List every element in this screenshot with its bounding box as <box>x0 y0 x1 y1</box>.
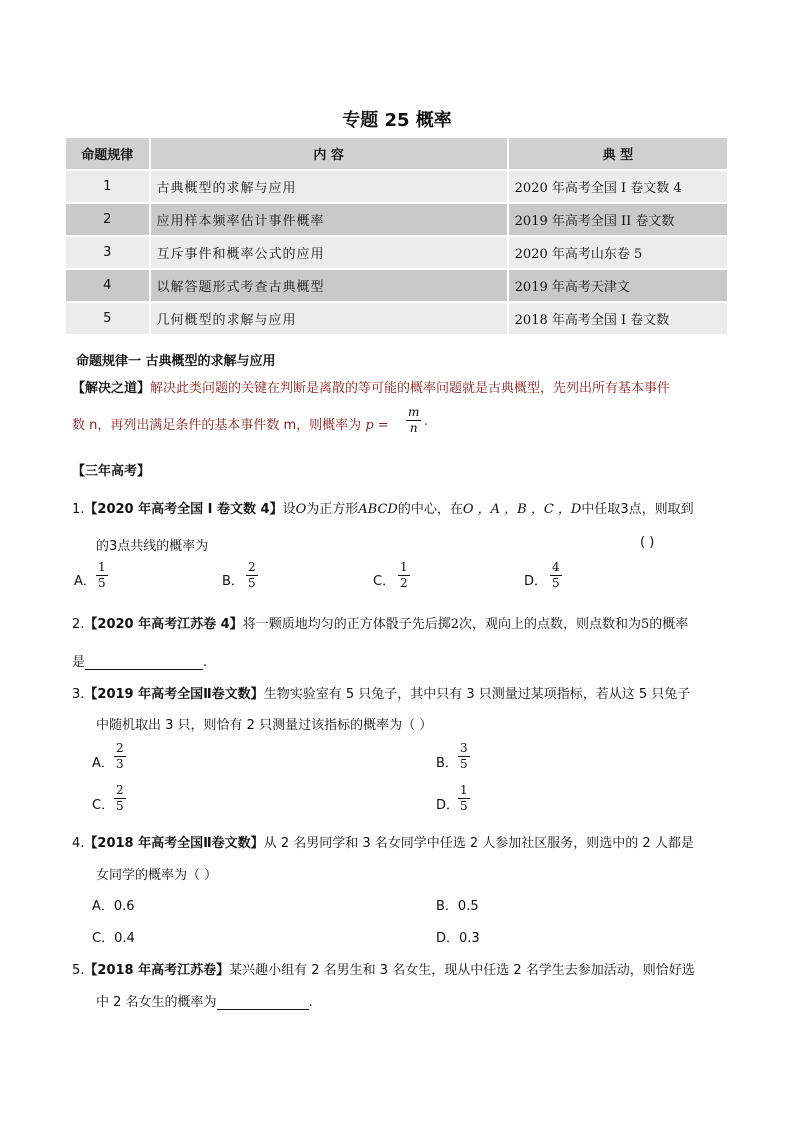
option-label: B． <box>222 574 244 589</box>
option-fraction <box>246 560 258 591</box>
math-var: O ，A ，B ，C ，D <box>462 502 582 517</box>
method-text: 解决此类问题的关键在判断是离散的等可能的概率问题就是古典概型，先列出所有基本事件 <box>150 381 671 396</box>
option-label: A． <box>92 899 114 914</box>
fraction-denominator: 2 <box>400 576 408 590</box>
formula-p: p <box>365 418 374 433</box>
rule-content: 以解答题形式考查古典概型 <box>150 269 508 302</box>
option-d <box>436 927 480 946</box>
fraction-numerator: 1 <box>400 560 408 574</box>
rules-table <box>64 136 729 336</box>
question-text: 的中心，在 <box>397 502 463 517</box>
fraction-numerator: m <box>408 405 420 419</box>
fraction-numerator: 4 <box>552 560 560 574</box>
question-text: 中 2 名女生的概率为 <box>96 995 217 1010</box>
fraction-denominator: 5 <box>248 576 256 590</box>
fraction-denominator: 5 <box>116 799 124 813</box>
fraction-denominator: 5 <box>98 576 106 590</box>
fraction-numerator: 2 <box>116 741 124 755</box>
option-label: C． <box>92 931 115 946</box>
option-label: B． <box>436 756 458 771</box>
rule-typical: 2018 年高考全国 I 卷文数 <box>508 302 728 335</box>
question-text: 设 <box>282 502 296 517</box>
option-fraction <box>398 560 410 591</box>
fraction-denominator: 5 <box>552 576 560 590</box>
table-row <box>65 203 728 236</box>
question-3-line-1 <box>72 683 690 702</box>
option-fraction <box>550 560 562 591</box>
question-1-line-1 <box>72 498 694 517</box>
section-heading: 命题规律一 古典概型的求解与应用 <box>76 354 276 369</box>
fraction-denominator: n <box>409 421 418 435</box>
option-label: A． <box>92 756 114 771</box>
question-source: 【2019 年高考全国Ⅱ卷文数】 <box>84 687 264 702</box>
option-c <box>92 927 135 946</box>
option-a <box>92 895 135 914</box>
question-4-line-1 <box>72 832 694 851</box>
question-text: . <box>308 995 313 1010</box>
question-text: 中任取3点，则取到 <box>581 502 694 517</box>
question-text: 为正方形 <box>306 502 359 517</box>
option-label: C． <box>373 574 396 589</box>
method-label: 【解决之道】 <box>72 381 151 396</box>
table-row <box>65 170 728 203</box>
table-header-row <box>65 137 728 170</box>
question-source: 【2020 年高考全国 I 卷文数 4】 <box>84 502 283 517</box>
fraction-numerator: 1 <box>460 783 468 797</box>
math-var: ABCD <box>358 502 398 517</box>
option-value: 0.5 <box>457 899 479 914</box>
rule-typical: 2019 年高考全国 II 卷文数 <box>508 203 728 236</box>
method-line-2 <box>72 414 389 433</box>
question-1-line-2: 的3点共线的概率为 <box>96 539 209 554</box>
fraction-numerator: 3 <box>460 741 468 755</box>
option-b <box>436 895 479 914</box>
option-label: D． <box>524 574 548 589</box>
formula-fraction <box>406 405 421 436</box>
answer-paren: ( ) <box>640 535 655 550</box>
rule-typical: 2020 年高考全国 I 卷文数 4 <box>508 170 728 203</box>
question-source: 【2018 年高考全国Ⅱ卷文数】 <box>84 836 264 851</box>
header-content: 内 容 <box>150 137 508 170</box>
question-3-line-2: 中随机取出 3 只，则恰有 2 只测量过该指标的概率为（ ） <box>96 718 433 733</box>
fraction-denominator: 5 <box>460 799 468 813</box>
question-5-line-2 <box>96 991 313 1010</box>
question-text: 将一颗质地均匀的正方体骰子先后掷 <box>242 617 451 632</box>
question-text: 次，观向上的点数，则点数和为 <box>458 617 641 632</box>
question-text: 某兴趣小组有 2 名男生和 3 名女生，现从中任选 2 名学生去参加活动，则恰好选 <box>229 963 695 978</box>
table-row <box>65 269 728 302</box>
question-text: 生物实验室有 5 只兔子，其中只有 3 只测量过某项指标，若从这 5 只兔子 <box>263 687 691 702</box>
page-title: 专题 25 概率 <box>342 110 452 131</box>
question-4-line-2: 女同学的概率为（ ） <box>96 868 218 883</box>
option-label: A． <box>74 574 96 589</box>
rule-typical: 2020 年高考山东卷 5 <box>508 236 728 269</box>
option-fraction <box>458 741 470 772</box>
answer-blank[interactable] <box>217 995 309 1010</box>
fraction-denominator: 3 <box>116 757 124 771</box>
option-value: 0.4 <box>114 931 135 946</box>
math-number: 2 <box>450 617 459 632</box>
option-label: D． <box>436 931 460 946</box>
question-text: . <box>203 655 208 670</box>
question-text: 是 <box>72 655 86 670</box>
question-2-line-1 <box>72 613 688 632</box>
question-number: 2. <box>72 617 85 632</box>
method-text: 数 n，再列出满足条件的基本事件数 m，则概率为 <box>72 418 366 433</box>
three-years-heading: 【三年高考】 <box>72 464 151 479</box>
option-fraction <box>114 783 126 814</box>
header-typical: 典 型 <box>508 137 728 170</box>
question-source: 【2020 年高考江苏卷 4】 <box>84 617 243 632</box>
formula-end: . <box>424 414 429 429</box>
header-rule: 命题规律 <box>65 137 150 170</box>
question-number: 1. <box>72 502 85 517</box>
fraction-numerator: 2 <box>248 560 256 574</box>
fraction-numerator: 2 <box>116 783 124 797</box>
question-text: 的概率 <box>649 617 689 632</box>
option-fraction <box>114 741 126 772</box>
option-fraction <box>458 783 470 814</box>
question-5-line-1 <box>72 959 695 978</box>
question-number: 3. <box>72 687 85 702</box>
rule-number: 5 <box>65 302 150 335</box>
method-line-1 <box>72 377 670 396</box>
fraction-denominator: 5 <box>460 757 468 771</box>
option-label: C． <box>92 798 115 813</box>
option-value: 0.6 <box>113 899 135 914</box>
option-label: D． <box>436 798 460 813</box>
question-text: 从 2 名男同学和 3 名女同学中任选 2 人参加社区服务，则选中的 2 人都是 <box>263 836 694 851</box>
rule-number: 2 <box>65 203 150 236</box>
answer-blank[interactable] <box>85 655 203 670</box>
math-var: O <box>295 502 307 517</box>
question-source: 【2018 年高考江苏卷】 <box>84 963 230 978</box>
option-fraction <box>96 560 108 591</box>
question-number: 5. <box>72 963 85 978</box>
rule-content: 古典概型的求解与应用 <box>150 170 508 203</box>
formula-eq: = <box>373 418 389 433</box>
table-row <box>65 236 728 269</box>
table-row <box>65 302 728 335</box>
option-label: B． <box>436 899 458 914</box>
option-value: 0.3 <box>459 931 480 946</box>
math-number: 5 <box>641 617 650 632</box>
rule-content: 应用样本频率估计事件概率 <box>150 203 508 236</box>
fraction-numerator: 1 <box>98 560 106 574</box>
rule-number: 3 <box>65 236 150 269</box>
rule-number: 1 <box>65 170 150 203</box>
rule-content: 几何概型的求解与应用 <box>150 302 508 335</box>
question-number: 4. <box>72 836 85 851</box>
rule-number: 4 <box>65 269 150 302</box>
question-2-line-2 <box>72 651 207 670</box>
rule-content: 互斥事件和概率公式的应用 <box>150 236 508 269</box>
rule-typical: 2019 年高考天津文 <box>508 269 728 302</box>
